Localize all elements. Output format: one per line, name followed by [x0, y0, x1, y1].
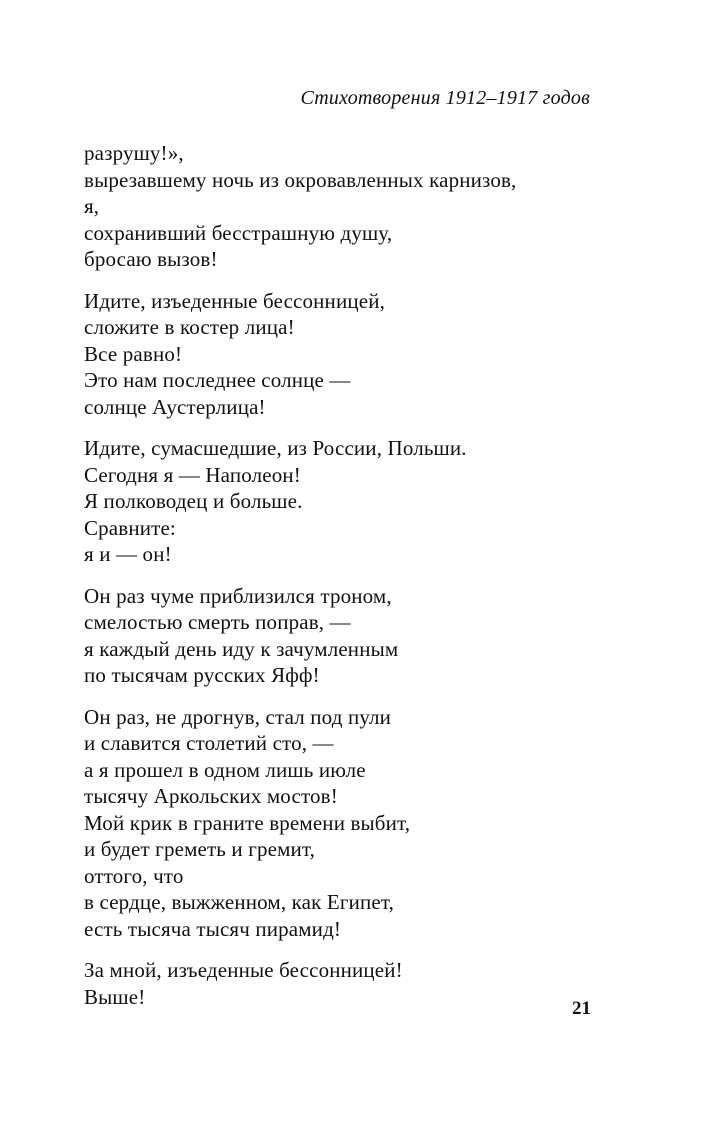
poem-line: и будет греметь и гремит, [84, 837, 316, 861]
poem-line: вырезавшему ночь из окровавленных карнизов, [84, 167, 517, 192]
stanza [84, 140, 644, 273]
poem-line: по тысячам русских Яфф! [84, 663, 320, 687]
poem-line: разрушу!», [84, 141, 184, 165]
poem-line: Идите, сумасшедшие, из России, Польши. [84, 436, 467, 460]
poem-line: я и — он! [84, 542, 172, 566]
poem-line: есть тысяча тысяч пирамид! [84, 916, 342, 941]
stanza [84, 957, 644, 1010]
poem-line: и славится столетий сто, — [84, 731, 334, 755]
poem-line: За мной, изъеденные бессонницей! [84, 958, 403, 982]
stanza [84, 583, 644, 689]
poem-line: Он раз чуме приблизился троном, [84, 583, 392, 608]
poem-line: оттого, что [84, 863, 184, 888]
poem-body [84, 140, 644, 1025]
running-header: Стихотворения 1912–1917 годов [300, 87, 590, 109]
poem-line: Это нам последнее солнце — [84, 368, 351, 392]
poem-line: Идите, изъеденные бессонницей, [84, 288, 385, 313]
poem-line: Сегодня я — Наполеон! [84, 462, 301, 487]
poem-line: в сердце, выжженном, как Египет, [84, 890, 395, 914]
poem-line: а я прошел в одном лишь июле [84, 757, 366, 782]
poem-line: тысячу Аркольских мостов! [84, 784, 338, 808]
poem-line: Все равно! [84, 341, 183, 366]
poem-line: бросаю вызов! [84, 247, 218, 271]
poem-line: Сравните: [84, 515, 176, 540]
poem-line: Выше! [84, 984, 146, 1009]
poem-line: Мой крик в граните времени выбит, [84, 810, 411, 835]
stanza [84, 704, 644, 943]
poem-line: солнце Аустерлица! [84, 394, 266, 419]
poem-line: сохранивший бесстрашную душу, [84, 220, 393, 245]
stanza [84, 288, 644, 421]
poem-line: я, [84, 194, 100, 218]
poem-line: Он раз, не дрогнув, стал под пули [84, 704, 392, 729]
page-number: 21 [572, 998, 591, 1019]
poem-line: смелостью смерть поправ, — [84, 610, 351, 634]
poem-line: сложите в костер лица! [84, 315, 295, 339]
poem-line: я каждый день иду к зачумленным [84, 636, 399, 661]
poem-line: Я полководец и больше. [84, 489, 303, 513]
stanza [84, 435, 644, 568]
